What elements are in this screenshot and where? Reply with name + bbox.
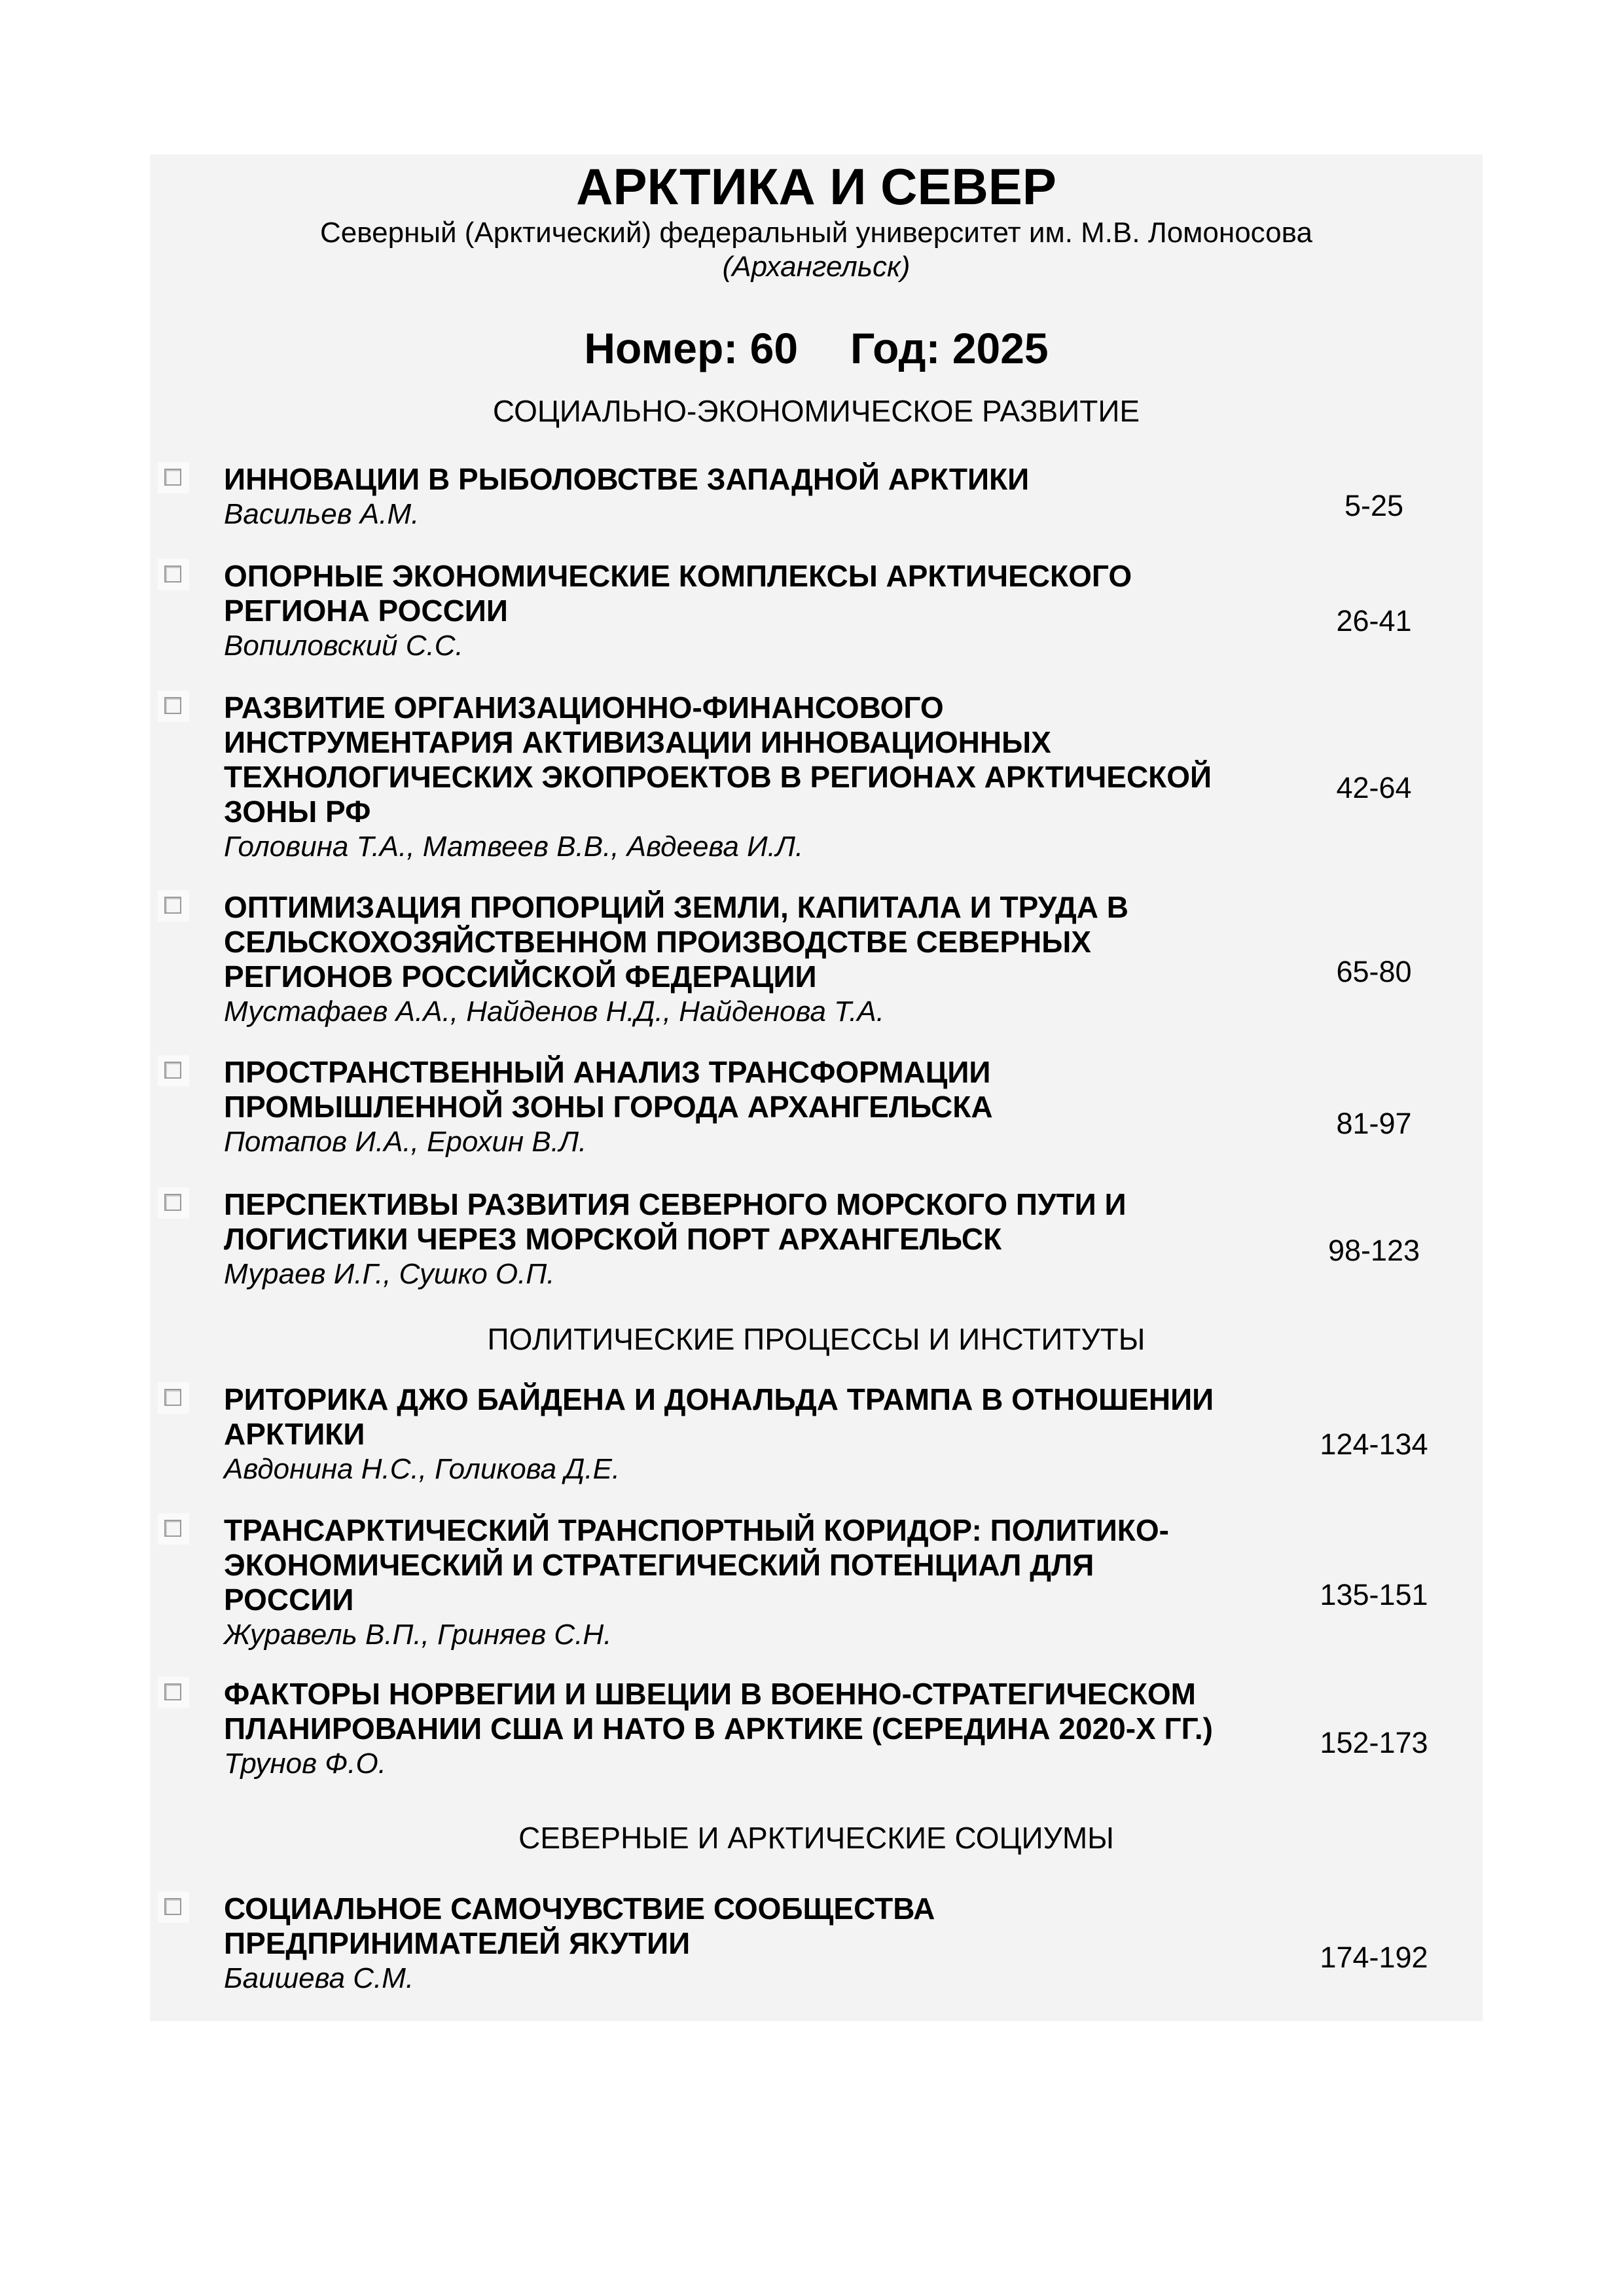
article-pages: 5-25: [1344, 489, 1404, 522]
section-heading: СОЦИАЛЬНО-ЭКОНОМИЧЕСКОЕ РАЗВИТИЕ: [492, 394, 1140, 428]
checkbox-icon: [164, 1898, 181, 1915]
article-pages: 26-41: [1336, 604, 1412, 637]
article-checkbox[interactable]: [158, 1677, 189, 1708]
article-title[interactable]: ТРАНСАРКТИЧЕСКИЙ ТРАНСПОРТНЫЙ КОРИДОР: ПОЛИТИКО- ЭКОНОМИЧЕСКИЙ И СТРАТЕГИЧЕСКИЙ ПОТЕНЦИАЛ ДЛЯ РОССИИ: [224, 1513, 1169, 1617]
article-authors: Потапов И.А., Ерохин В.Л.: [224, 1126, 587, 1158]
article-entry[interactable]: [150, 559, 1483, 670]
checkbox-icon: [164, 897, 181, 914]
article-title[interactable]: ПРОСТРАНСТВЕННЫЙ АНАЛИЗ ТРАНСФОРМАЦИИ ПРОМЫШЛЕННОЙ ЗОНЫ ГОРОДА АРХАНГЕЛЬСКА: [224, 1055, 993, 1124]
journal-title: АРКТИКА И СЕВЕР: [576, 158, 1056, 215]
article-checkbox[interactable]: [158, 462, 189, 493]
issue-year: Год: 2025: [850, 324, 1049, 372]
article-entry[interactable]: [150, 1513, 1483, 1657]
article-authors: Вопиловский С.С.: [224, 630, 463, 662]
article-pages: 152-173: [1320, 1726, 1428, 1759]
checkbox-icon: [164, 1520, 181, 1537]
article-checkbox[interactable]: [158, 1055, 189, 1086]
article-checkbox[interactable]: [158, 559, 189, 590]
article-title[interactable]: СОЦИАЛЬНОЕ САМОЧУВСТВИЕ СООБЩЕСТВА ПРЕДПРИНИМАТЕЛЕЙ ЯКУТИИ: [224, 1892, 935, 1960]
publisher-city: (Архангельск): [722, 251, 911, 283]
article-authors: Мустафаев А.А., Найденов Н.Д., Найденова Т.А.: [224, 996, 884, 1028]
article-entry[interactable]: [150, 1382, 1483, 1494]
article-authors: Трунов Ф.О.: [224, 1748, 386, 1780]
article-title[interactable]: ПЕРСПЕКТИВЫ РАЗВИТИЯ СЕВЕРНОГО МОРСКОГО ПУТИ И ЛОГИСТИКИ ЧЕРЕЗ МОРСКОЙ ПОРТ АРХАНГЕЛЬСК: [224, 1187, 1127, 1256]
article-pages: 98-123: [1327, 1234, 1420, 1267]
article-pages: 135-151: [1320, 1578, 1428, 1611]
article-pages: 42-64: [1336, 771, 1412, 804]
issue-info: [150, 322, 1483, 374]
article-authors: Авдонина Н.С., Голикова Д.Е.: [224, 1453, 621, 1485]
article-title[interactable]: ФАКТОРЫ НОРВЕГИИ И ШВЕЦИИ В ВОЕННО-СТРАТЕГИЧЕСКОМ ПЛАНИРОВАНИИ США И НАТО В АРКТИКЕ (СЕРЕДИНА 2020-Х ГГ.): [224, 1677, 1213, 1746]
publisher: Северный (Арктический) федеральный университет им. М.В. Ломоносова: [320, 217, 1312, 249]
article-authors: Васильев А.М.: [224, 498, 420, 530]
checkbox-icon: [164, 1062, 181, 1079]
checkbox-icon: [164, 1389, 181, 1406]
article-entry[interactable]: [150, 462, 1483, 560]
article-authors: Баишева С.М.: [224, 1962, 414, 1994]
article-pages: 174-192: [1320, 1941, 1428, 1974]
article-title[interactable]: ИННОВАЦИИ В РЫБОЛОВСТВЕ ЗАПАДНОЙ АРКТИКИ: [224, 462, 1030, 496]
checkbox-icon: [164, 469, 181, 486]
article-checkbox[interactable]: [158, 1187, 189, 1219]
article-checkbox[interactable]: [158, 890, 189, 922]
article-pages: 124-134: [1320, 1427, 1428, 1461]
article-checkbox[interactable]: [158, 1513, 189, 1545]
article-checkbox[interactable]: [158, 691, 189, 722]
article-title[interactable]: ОПТИМИЗАЦИЯ ПРОПОРЦИЙ ЗЕМЛИ, КАПИТАЛА И ТРУДА В СЕЛЬСКОХОЗЯЙСТВЕННОМ ПРОИЗВОДСТВЕ СЕВЕРНЫХ РЕГИОНОВ РОССИЙСКОЙ ФЕДЕРАЦИИ: [224, 890, 1128, 994]
article-pages: 81-97: [1336, 1107, 1412, 1140]
article-title[interactable]: РИТОРИКА ДЖО БАЙДЕНА И ДОНАЛЬДА ТРАМПА В ОТНОШЕНИИ АРКТИКИ: [224, 1382, 1214, 1451]
section-heading: СЕВЕРНЫЕ И АРКТИЧЕСКИЕ СОЦИУМЫ: [518, 1821, 1114, 1855]
section-heading: ПОЛИТИЧЕСКИЕ ПРОЦЕССЫ И ИНСТИТУТЫ: [487, 1322, 1146, 1356]
article-authors: Мураев И.Г., Сушко О.П.: [224, 1258, 555, 1290]
article-entry[interactable]: [150, 1187, 1483, 1299]
issue-number: Номер: 60: [584, 324, 799, 372]
article-checkbox[interactable]: [158, 1892, 189, 1923]
checkbox-icon: [164, 697, 181, 714]
checkbox-icon: [164, 1683, 181, 1700]
contents-panel: [150, 154, 1483, 2021]
article-authors: Журавель В.П., Гриняев С.Н.: [224, 1619, 612, 1651]
checkbox-icon: [164, 565, 181, 583]
article-entry[interactable]: [150, 1055, 1483, 1166]
article-entry[interactable]: [150, 890, 1483, 1034]
article-checkbox[interactable]: [158, 1382, 189, 1414]
article-entry[interactable]: [150, 1892, 1483, 2003]
article-entry[interactable]: [150, 1677, 1483, 1788]
article-authors: Головина Т.А., Матвеев В.В., Авдеева И.Л.: [224, 831, 804, 863]
checkbox-icon: [164, 1194, 181, 1211]
article-title[interactable]: ОПОРНЫЕ ЭКОНОМИЧЕСКИЕ КОМПЛЕКСЫ АРКТИЧЕСКОГО РЕГИОНА РОССИИ: [224, 559, 1132, 628]
article-entry[interactable]: [150, 691, 1483, 867]
article-pages: 65-80: [1336, 955, 1412, 988]
article-title[interactable]: РАЗВИТИЕ ОРГАНИЗАЦИОННО-ФИНАНСОВОГО ИНСТРУМЕНТАРИЯ АКТИВИЗАЦИИ ИННОВАЦИОННЫХ ТЕХНОЛОГИЧЕСКИХ ЭКОПРОЕКТОВ В РЕГИОНАХ АРКТИЧЕСКОЙ ЗОНЫ РФ: [224, 691, 1212, 829]
